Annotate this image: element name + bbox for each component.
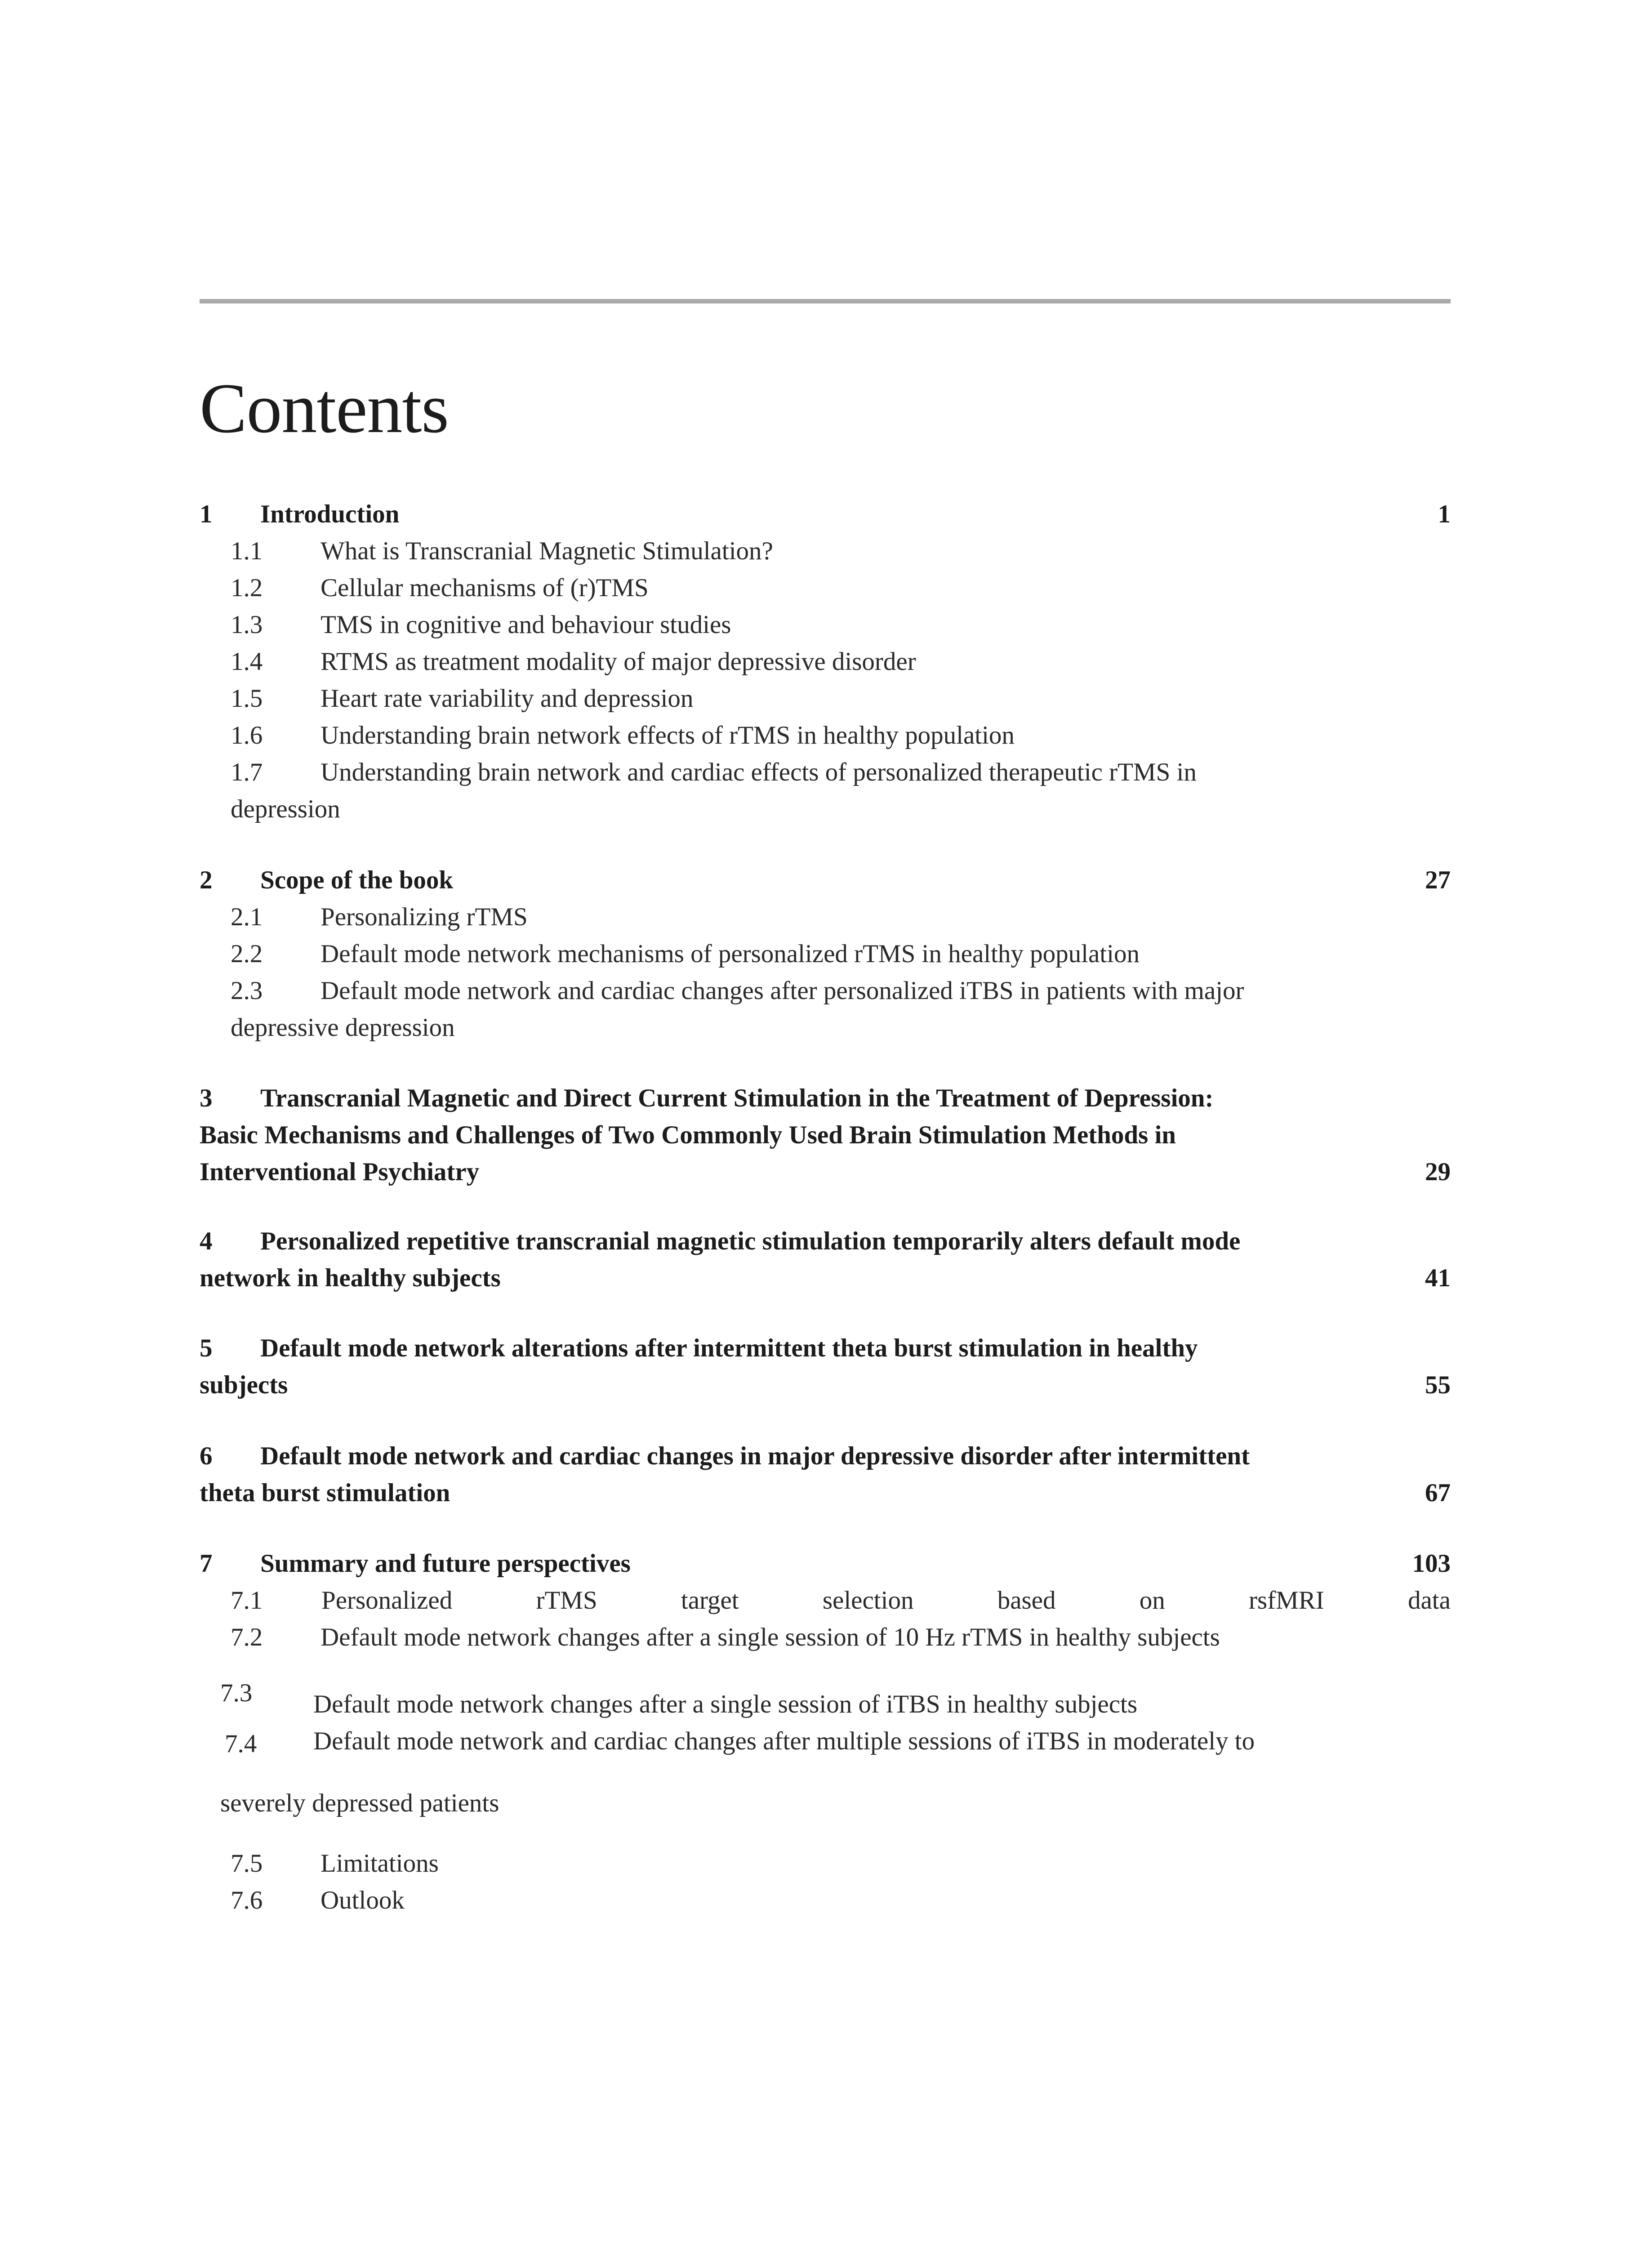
chapter-number: 3 bbox=[200, 1084, 213, 1112]
toc-chapter-7[interactable] bbox=[200, 1545, 1451, 1582]
chapter-title: Scope of the book bbox=[260, 866, 454, 894]
section-number: 2.3 bbox=[231, 977, 263, 1005]
section-number: 2.1 bbox=[231, 903, 263, 931]
chapter-title-line-2: theta burst stimulation bbox=[200, 1479, 450, 1507]
chapter-page: 41 bbox=[1425, 1264, 1451, 1292]
section-number: 2.2 bbox=[231, 940, 263, 968]
section-number: 1.7 bbox=[231, 758, 263, 786]
section-title-continuation: depression bbox=[231, 795, 340, 823]
chapter-page: 103 bbox=[1412, 1549, 1451, 1578]
chapter-page: 1 bbox=[1438, 500, 1451, 528]
section-word: data bbox=[1408, 1586, 1451, 1615]
toc-section-7-4[interactable]: Default mode network and cardiac changes after multiple sessions of iTBS in moderately to bbox=[313, 1727, 1255, 1755]
chapter-title-line-1: Transcranial Magnetic and Direct Current Stimulation in the Treatment of Depression: bbox=[260, 1084, 1214, 1112]
chapter-number: 6 bbox=[200, 1442, 213, 1470]
section-number: 7.3 bbox=[220, 1679, 253, 1707]
chapter-title-line-2: subjects bbox=[200, 1371, 288, 1399]
section-number: 1.5 bbox=[231, 684, 263, 713]
chapter-title: Introduction bbox=[260, 500, 400, 528]
section-title: Understanding brain network and cardiac effects of personalized therapeutic rTMS in bbox=[321, 758, 1197, 786]
section-number: 1.6 bbox=[231, 721, 263, 749]
section-number: 1.4 bbox=[231, 647, 263, 676]
toc-chapter-2[interactable] bbox=[200, 862, 1451, 899]
chapter-title-line-3: Interventional Psychiatry bbox=[200, 1158, 480, 1186]
section-word: selection bbox=[822, 1586, 914, 1615]
section-word: based bbox=[997, 1586, 1056, 1615]
section-title: RTMS as treatment modality of major depressive disorder bbox=[321, 647, 916, 676]
chapter-page: 29 bbox=[1425, 1158, 1451, 1186]
toc-section-7-1[interactable] bbox=[321, 1582, 1451, 1619]
section-number: 7.6 bbox=[231, 1886, 263, 1914]
section-title: Default mode network mechanisms of personalized rTMS in healthy population bbox=[321, 940, 1140, 968]
section-word: target bbox=[681, 1586, 739, 1615]
chapter-page: 67 bbox=[1425, 1479, 1451, 1507]
section-title: TMS in cognitive and behaviour studies bbox=[321, 611, 731, 639]
top-rule bbox=[200, 299, 1451, 303]
chapter-number: 7 bbox=[200, 1549, 213, 1578]
chapter-title: Summary and future perspectives bbox=[260, 1549, 631, 1578]
section-number: 1.3 bbox=[231, 611, 263, 639]
section-title: Outlook bbox=[321, 1886, 405, 1914]
page-title: Contents bbox=[200, 369, 449, 448]
section-number: 7.1 bbox=[231, 1586, 263, 1615]
section-title: Cellular mechanisms of (r)TMS bbox=[321, 574, 649, 602]
section-word: rTMS bbox=[536, 1586, 597, 1615]
chapter-title-line-1: Default mode network alterations after intermittent theta burst stimulation in healthy bbox=[260, 1334, 1198, 1362]
chapter-title-line-1: Personalized repetitive transcranial magnetic stimulation temporarily alters default mode bbox=[260, 1227, 1241, 1255]
section-number: 7.4 bbox=[225, 1730, 257, 1758]
section-title-continuation: severely depressed patients bbox=[220, 1789, 499, 1817]
section-word: rsfMRI bbox=[1248, 1586, 1324, 1615]
toc-chapter-6[interactable] bbox=[200, 1438, 1451, 1512]
section-number: 7.5 bbox=[231, 1849, 263, 1878]
section-number: 1.1 bbox=[231, 537, 263, 565]
toc-chapter-5[interactable] bbox=[200, 1330, 1451, 1404]
section-title: Heart rate variability and depression bbox=[321, 684, 694, 713]
chapter-number: 4 bbox=[200, 1227, 213, 1255]
section-title: Limitations bbox=[321, 1849, 439, 1878]
toc-section-7-3[interactable]: Default mode network changes after a single session of iTBS in healthy subjects bbox=[313, 1690, 1138, 1718]
section-title: Understanding brain network effects of rTMS in healthy population bbox=[321, 721, 1015, 749]
chapter-title-line-2: Basic Mechanisms and Challenges of Two Commonly Used Brain Stimulation Methods in bbox=[200, 1121, 1176, 1149]
toc-chapter-4[interactable] bbox=[200, 1223, 1451, 1297]
section-title-continuation: depressive depression bbox=[231, 1013, 455, 1042]
chapter-title-line-2: network in healthy subjects bbox=[200, 1264, 501, 1292]
chapter-number: 1 bbox=[200, 500, 213, 528]
chapter-title-line-1: Default mode network and cardiac changes in major depressive disorder after intermittent bbox=[260, 1442, 1250, 1470]
toc-chapter-3[interactable] bbox=[200, 1080, 1451, 1191]
section-word: Personalized bbox=[321, 1586, 453, 1615]
chapter-page: 27 bbox=[1425, 866, 1451, 894]
section-number: 1.2 bbox=[231, 574, 263, 602]
chapter-number: 5 bbox=[200, 1334, 213, 1362]
toc-chapter-1[interactable] bbox=[200, 496, 1451, 533]
chapter-number: 2 bbox=[200, 866, 213, 894]
chapter-page: 55 bbox=[1425, 1371, 1451, 1399]
section-number: 7.2 bbox=[231, 1623, 263, 1651]
section-word: on bbox=[1139, 1586, 1165, 1615]
section-title: What is Transcranial Magnetic Stimulation? bbox=[321, 537, 773, 565]
section-title: Default mode network and cardiac changes after personalized iTBS in patients with major bbox=[321, 977, 1244, 1005]
section-title: Default mode network changes after a single session of 10 Hz rTMS in healthy subjects bbox=[321, 1623, 1220, 1651]
section-title: Personalizing rTMS bbox=[321, 903, 528, 931]
